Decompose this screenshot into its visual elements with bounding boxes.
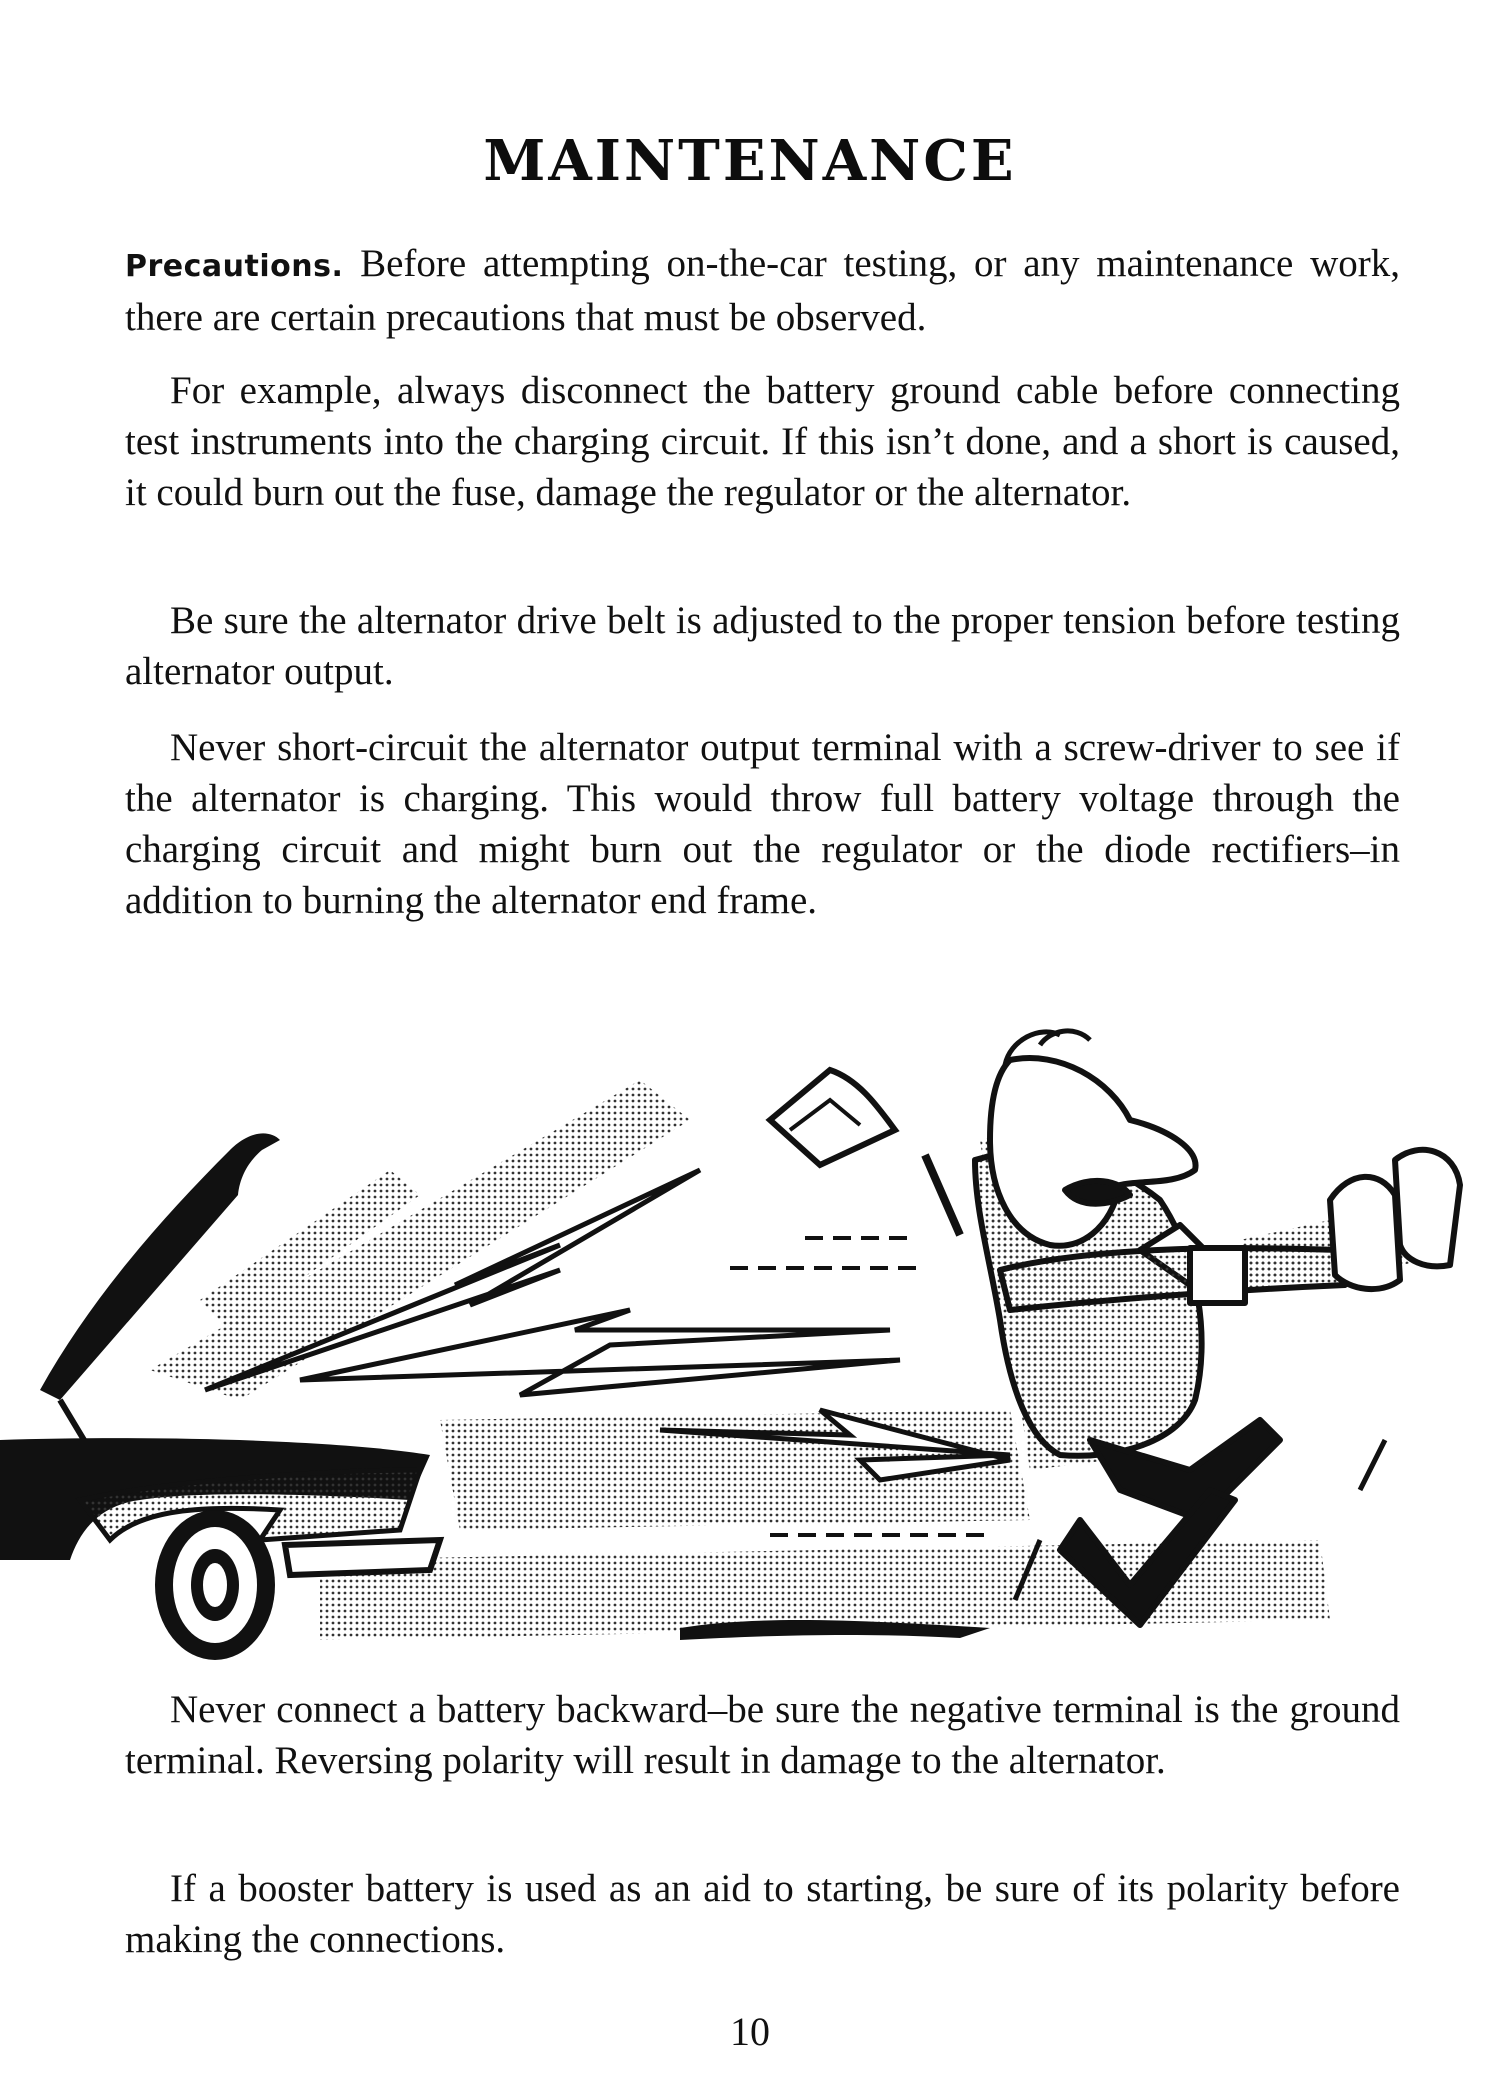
booster-paragraph: If a booster battery is used as an aid to starting, be sure of its polarity before making the connections. (125, 1867, 1400, 1961)
fleeing-man (925, 1031, 1460, 1625)
precautions-paragraph (125, 238, 1400, 343)
page-number: 10 (730, 2009, 770, 2054)
precautions-text: Before attempting on-the-car testing, or any maintenance work, there are certain precautions that must be observed. (125, 242, 1400, 339)
precautions-heading: Precautions. (125, 249, 344, 284)
ground-cable-paragraph: For example, always disconnect the battery ground cable before connecting test instruments into the charging circuit. If this isn’t done, and a short is caused, it could burn out the fuse, damage the regulator or the alternator. (125, 369, 1400, 514)
page-title: MAINTENANCE (483, 128, 1017, 194)
cartoon-illustration (0, 1000, 1500, 1665)
drive-belt-paragraph: Be sure the alternator drive belt is adjusted to the proper tension before testing alternator output. (125, 599, 1400, 693)
polarity-paragraph: Never connect a battery backward–be sure the negative terminal is the ground terminal. Reversing polarity will result in damage to the alternator. (125, 1688, 1400, 1782)
flying-hat (770, 1070, 895, 1165)
short-circuit-paragraph: Never short-circuit the alternator output terminal with a screw-driver to see if the alternator is charging. This would throw full battery voltage through the charging circuit and might burn out the regulator or the diode rectifiers–in addition to burning the alternator end frame. (125, 726, 1400, 922)
